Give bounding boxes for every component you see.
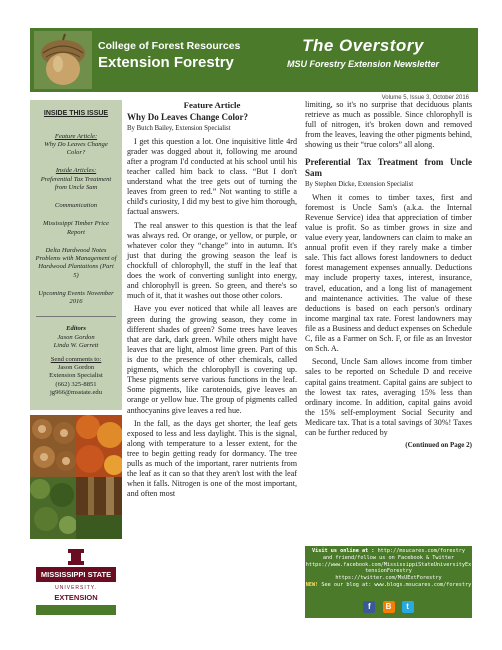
sidebar-item[interactable] <box>30 202 122 210</box>
department-name: Extension Forestry <box>98 54 234 71</box>
blogger-icon[interactable]: B <box>383 601 395 613</box>
new-label: NEW! <box>305 581 319 588</box>
sidebar-item[interactable] <box>30 220 122 236</box>
twitter-icon[interactable]: t <box>402 601 414 613</box>
msu-extension: EXTENSION <box>54 593 98 602</box>
msu-extension-logo <box>30 545 122 617</box>
sidebar-contacts <box>30 325 122 397</box>
sidebar-item-text: Communication <box>54 202 98 210</box>
banner-title-block <box>258 36 468 69</box>
feature-article-column <box>127 100 297 503</box>
contact-email[interactable]: jg966@msstate.edu <box>49 388 103 396</box>
issue-line: Volume 5, Issue 3, October 2016 <box>381 95 469 101</box>
continued-note: (Continued on Page 2) <box>405 441 472 450</box>
site-link[interactable]: http://msucares.com/forestry <box>377 548 466 554</box>
msu-sub: UNIVERSITY. <box>55 585 97 591</box>
blog-link[interactable]: See our blog at: www.blogs.msucares.com/forestry <box>321 581 472 588</box>
article-paragraph: I get this question a lot. One inquisitive little 4rd grader was dogged about it, following me around after a program I'd conducted at his school until his teacher called him back to class. “But I don't understand what the tree gets out of turning the leaves from green to red.” Not wanting to stifle a child's curiosity, I did my best to give him thorough, factual answers. <box>127 136 297 217</box>
contact-line: Jason Gordon <box>57 364 95 372</box>
feature-byline: By Butch Bailey, Extension Specialist <box>127 125 231 133</box>
article-paragraph: limiting, so it's no surprise that deciduous plants retrieve as much as possible. Since chlorophyll is full of nitrogen, it's broken down and removed from the leaves, leaving the other pigments behind, showing us their “true colors” all along. <box>305 100 472 150</box>
sidebar-item-text: Mississippi Timber Price Report <box>43 220 109 236</box>
sidebar-item-text: Upcoming Events November 2016 <box>38 289 114 306</box>
sidebar-item-label: Feature Article: <box>54 132 98 140</box>
editors-label: Editors <box>66 325 86 333</box>
feature-headline: Why Do Leaves Change Color? <box>127 111 248 122</box>
msu-name: MISSISSIPPI STATE <box>40 570 112 579</box>
sidebar-item[interactable] <box>30 247 122 280</box>
newsletter-subtitle: MSU Forestry Extension Newsletter <box>286 59 440 69</box>
friend-label: and friend/follow us on Facebook & Twitter <box>322 554 455 561</box>
article-paragraph: Second, Uncle Sam allows income from timber sales to be reported on Schedule D and receive capital gains treatment. Capital gains are subject to the lowest tax rates, averaging 15% less than ordinary income. In addition, capital gains avoid the 15% self-employment Social Security and Medicare tax. That is a total savings of 30%! Taxes can be further reduced by <box>305 357 472 438</box>
article-paragraph: In the fall, as the days get shorter, the leaf gets exposed to less and less daylight. This is the signal, along with temperature to a lesser extent, for the tree to begin getting ready for dormancy. The tree pulls as much of the important, rarer nutrients from the leaf as it can so that they aren't lost with the leaf when it falls. Nitrogen is one of the most important, and often most <box>127 418 297 499</box>
sidebar-inside-this-issue <box>30 100 122 410</box>
visit-label: Visit us online at : <box>311 548 375 554</box>
article-paragraph: Have you ever noticed that while all leaves are green during the growing season, they come in different shades of green? Some trees have leaves that are dark, dark green. While others might have leaves that are light, almost lime green. Part of this is due to the presence of other chemicals, called pigments, which the chlorophyll is covering up. These pigments serve various functions in the leaf. Some pigments, like carotenoids, give leaves an orange or yellow hue. The group of pigments called anthocyanins give leaves a red hue. <box>127 304 297 415</box>
sidebar-item[interactable] <box>30 290 122 306</box>
sidebar-item[interactable] <box>30 133 122 158</box>
sidebar-item-text: Preferential Tax Treatment from Uncle Sam <box>40 175 112 191</box>
newsletter-title: The Overstory <box>302 36 424 55</box>
college-name: College of Forest Resources <box>98 40 241 52</box>
editor-name: Jason Gordon <box>57 333 95 341</box>
sidebar-item-text: Delta Hardwood Notes Problems with Management of Hardwood Plantations (Part 5) <box>35 246 117 279</box>
contact-line: Extension Specialist <box>49 372 103 380</box>
sidebar-heading: INSIDE THIS ISSUE <box>43 110 109 117</box>
banner-org <box>98 40 240 71</box>
contact-phone: (662) 325-8851 <box>55 380 97 388</box>
article-paragraph: When it comes to timber taxes, first and foremost is Uncle Sam's (a.k.a. the Internal Revenue Service) idea that appreciation of timber value is profit. So as timber grows in size and value every year, landowners can claim to make an annual profit even if they rarely make a timber sale. This fact allows forest landowners to deduct forest management expenses annually. Deductions may include property taxes, interest, insurance, travel, education, and a long list of management and maintenance activities. The value of these deductions is based on each person's ordinary income marginal tax rate. Forest landowners may file as a Business and deduct expenses on Schedule C, file as a Farmer on Sch. F, or file as an Investor on Sch. A. <box>305 192 472 354</box>
sidebar-item-label: Inside Articles: <box>55 167 97 175</box>
masthead-banner <box>30 28 478 92</box>
sidebar-item-text: Why Do Leaves Change Color? <box>44 140 108 157</box>
tax-headline: Preferential Tax Treatment from Uncle Sam <box>305 156 472 178</box>
acorn-logo <box>34 31 92 89</box>
send-comments-label: Send comments to: <box>50 355 102 363</box>
forest-photo-collage <box>30 415 122 539</box>
editor-name: Linda W. Garrett <box>53 341 99 349</box>
footer-links-box <box>305 546 472 618</box>
facebook-link[interactable]: https://www.facebook.com/MississippiStateUniversityExtensionForestry <box>305 561 472 575</box>
social-icons <box>305 601 472 613</box>
article-paragraph: The real answer to this question is that the leaf was always red. Or orange, or yellow, or purple, or whatever color they “change” into in autumn. It's just that during the growing season the leaf is chockfull of chlorophyll, the stuff in the leaf that does the work of converting sunlight into energy, and chlorophyll is green. So green, and there's so much of it, that it washes out those other colors. <box>127 220 297 301</box>
feature-kicker: Feature Article <box>183 100 241 110</box>
facebook-icon[interactable]: f <box>363 601 375 613</box>
twitter-link[interactable]: https://twitter.com/MsUExtForestry <box>335 575 442 581</box>
sidebar-item[interactable] <box>30 167 122 192</box>
second-article-column <box>305 100 472 450</box>
sidebar-divider <box>36 316 116 317</box>
tax-byline: By Stephen Dicke, Extension Specialist <box>305 181 414 189</box>
